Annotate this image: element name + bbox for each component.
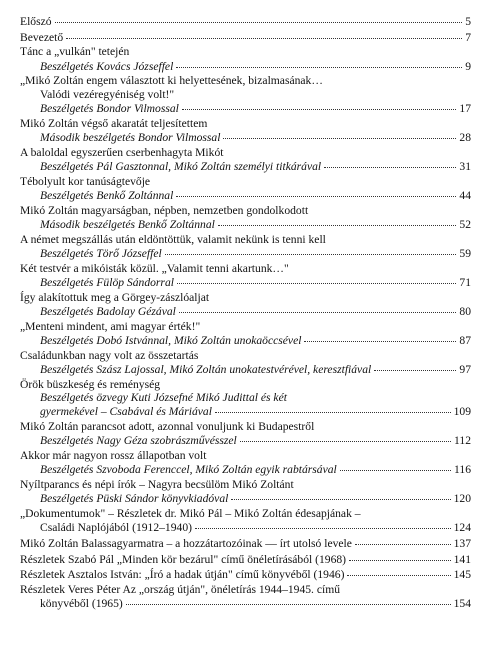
dot-leader [374, 360, 456, 371]
toc-entry-label: Beszélgetés Dobó Istvánnal, Mikó Zoltán unokaöccsével [40, 334, 302, 347]
toc-entry-title: Két testvér a mikóisták közül. „Valamit tenni akartunk…" [20, 261, 289, 275]
toc-entry[interactable] [20, 262, 471, 290]
toc-entry-label: Bevezető [20, 30, 64, 44]
toc-entry[interactable] [20, 204, 471, 232]
toc-entry-row [20, 520, 471, 534]
dot-leader [66, 28, 462, 39]
toc-entry-label: Beszélgetés Kovács Józseffel [40, 59, 174, 73]
toc-entry-row [20, 404, 471, 418]
toc-entry-row [20, 246, 471, 260]
page-number: 52 [459, 218, 471, 231]
dot-leader [176, 186, 456, 197]
toc-entry-row [20, 59, 471, 73]
page-number: 28 [459, 131, 471, 144]
toc-entry-title: A baloldal egyszerűen cserbenhagyta Mikót [20, 145, 224, 159]
toc-entry-label: Beszélgetés Badolay Gézával [40, 305, 176, 318]
page-number: 154 [453, 597, 471, 611]
toc-entry-label: Mikó Zoltán Balassagyarmatra – a hozzátartozóinak — írt utolsó levele [20, 537, 352, 550]
toc-entry[interactable] [20, 507, 471, 535]
toc-entry-title: Mikó Zoltán parancsot adott, azonnal vonuljunk ki Budapestről [20, 420, 315, 433]
page-number: 120 [453, 492, 471, 506]
toc-entry-title: Mikó Zoltán magyarságban, népben, nemzetben gondolkodott [20, 203, 309, 217]
toc-entry-row [20, 14, 471, 28]
toc-entry[interactable] [20, 552, 471, 566]
toc-entry-row [20, 362, 471, 376]
page-number: 87 [459, 334, 471, 347]
toc-entry-title: „Menteni mindent, ami magyar érték!" [20, 319, 201, 333]
toc-entry[interactable] [20, 583, 471, 611]
page-number: 9 [465, 59, 471, 73]
page-number: 7 [465, 30, 471, 44]
toc-entry[interactable] [20, 74, 471, 115]
toc-entry-title: Beszélgetés özvegy Kuti Józsefné Mikó Judittal és két [40, 391, 287, 404]
toc-entry-label: Előszó [20, 15, 52, 28]
toc-entry[interactable] [20, 14, 471, 28]
toc-entry[interactable] [20, 175, 471, 203]
toc-entry-label: Részletek Szabó Pál „Minden kör bezárul" című önéletírásából (1968) [20, 552, 347, 566]
dot-leader [231, 489, 450, 500]
dot-leader [126, 594, 451, 605]
toc-entry[interactable] [20, 478, 471, 506]
toc-entry-label: Részletek Asztalos István: „Író a hadak útján" című könyvéből (1946) [20, 568, 345, 582]
dot-leader [179, 302, 457, 313]
toc-entry-title: Tánc a „vulkán" tetején [20, 45, 130, 59]
toc-entry-label: Beszélgetés Pál Gasztonnal, Mikó Zoltán személyi titkárával [40, 160, 322, 173]
toc-entry-label: Második beszélgetés Benkő Zoltánnal [40, 218, 215, 231]
toc-entry-label: gyermekével – Csabával és Máriával [40, 405, 212, 419]
toc-entry[interactable] [20, 349, 471, 377]
toc-entry-row [20, 30, 471, 44]
toc-entry[interactable] [20, 420, 471, 448]
toc-entry-row [20, 552, 471, 566]
toc-entry-title: „Dokumentumok" – Részletek dr. Mikó Pál – Mikó Zoltán édesapjának – [20, 507, 361, 520]
dot-leader [349, 550, 451, 561]
toc-entry-title: Részletek Veres Péter Az „ország útján", önéletírás 1944–1945. című [20, 582, 341, 596]
toc-entry-row [20, 462, 471, 476]
page-number: 124 [453, 521, 471, 535]
page-number: 112 [454, 434, 471, 448]
toc-entry-row [20, 217, 471, 231]
dot-leader [347, 565, 450, 576]
toc-entry-title: Örök büszkeség és reménység [20, 377, 161, 391]
dot-leader [304, 331, 456, 342]
toc-entry-row [20, 491, 471, 505]
toc-entry-label: Második beszélgetés Bondor Vilmossal [40, 131, 221, 144]
toc-entry-title: A német megszállás után eldöntöttük, valamit nekünk is tenni kell [20, 232, 326, 246]
toc-entry-title: „Mikó Zoltán engem választott ki helyettesének, bizalmasának… [20, 74, 323, 88]
toc-entry-label: Beszélgetés Szász Lajossal, Mikó Zoltán unokatestvérével, keresztfiával [40, 363, 372, 376]
toc-entry-title: Valódi vezéregyéniség volt!" [40, 87, 175, 101]
toc-entry[interactable] [20, 117, 471, 145]
toc-entry[interactable] [20, 567, 471, 581]
dot-leader [182, 99, 457, 110]
toc-entry-label: Beszélgetés Fülöp Sándorral [40, 276, 174, 289]
toc-entry[interactable] [20, 291, 471, 319]
toc-entry-row [20, 567, 471, 581]
toc-entry[interactable] [20, 146, 471, 174]
toc-entry-row [20, 101, 471, 115]
page-number: 17 [459, 102, 471, 115]
toc-entry-title: Nyíltparancs és népi írók – Nagyra becsülöm Mikó Zoltánt [20, 478, 294, 491]
toc-entry[interactable] [20, 536, 471, 550]
toc-entry-row [20, 596, 471, 610]
toc-entry[interactable] [20, 30, 471, 44]
toc-entry-label: Beszélgetés Bondor Vilmossal [40, 102, 179, 115]
dot-leader [240, 431, 451, 442]
toc-entry-row [20, 304, 471, 318]
page-number: 71 [459, 276, 471, 289]
toc-entry-label: Beszélgetés Törő Józseffel [40, 247, 162, 260]
dot-leader [218, 215, 457, 226]
toc-entry-title: Akkor már nagyon rossz állapotban volt [20, 449, 207, 462]
page-number: 141 [453, 552, 471, 566]
toc-entry-label: Családi Naplójából (1912–1940) [40, 521, 192, 535]
toc-entry-title: Családunkban nagy volt az összetartás [20, 348, 199, 362]
toc-entry-row [20, 433, 471, 447]
toc-entry[interactable] [20, 45, 471, 73]
toc-entry[interactable] [20, 320, 471, 348]
toc-entry-title: Így alakítottuk meg a Görgey-zászlóaljat [20, 290, 210, 304]
toc-entry-title: Tébolyult kor tanúságtevője [20, 174, 151, 188]
toc-entry-row [20, 536, 471, 550]
toc-entry-label: Beszélgetés Szvoboda Ferenccel, Mikó Zoltán egyik rabtársával [40, 463, 337, 477]
dot-leader [355, 534, 451, 545]
dot-leader [324, 157, 456, 168]
dot-leader [340, 460, 451, 471]
toc-entry-row [20, 333, 471, 347]
toc-entry-row [20, 188, 471, 202]
toc-entry-label: Beszélgetés Püski Sándor könyvkiadóval [40, 492, 229, 506]
toc-entry[interactable] [20, 233, 471, 261]
page-number: 137 [453, 537, 471, 550]
toc-entry[interactable] [20, 378, 471, 419]
dot-leader [215, 402, 451, 413]
page-number: 80 [459, 305, 471, 318]
dot-leader [165, 244, 457, 255]
dot-leader [177, 273, 456, 284]
dot-leader [195, 518, 451, 529]
toc-entry-row [20, 159, 471, 173]
toc-entry-label: Beszélgetés Nagy Géza szobrászművésszel [40, 434, 237, 448]
toc-entry-row [20, 275, 471, 289]
page-number: 31 [459, 160, 471, 173]
toc-entry[interactable] [20, 449, 471, 477]
page-number: 44 [459, 189, 471, 202]
toc-entry-row [20, 130, 471, 144]
page-number: 145 [453, 568, 471, 582]
page-number: 109 [453, 405, 471, 419]
dot-leader [223, 128, 456, 139]
dot-leader [176, 57, 462, 68]
toc-entry-label: Beszélgetés Benkő Zoltánnal [40, 189, 174, 202]
dot-leader [55, 12, 463, 23]
page-number: 116 [454, 463, 471, 477]
page-number: 5 [465, 15, 471, 28]
page-number: 59 [459, 247, 471, 260]
page-number: 97 [459, 363, 471, 376]
toc-entry-title: Mikó Zoltán végső akaratát teljesítettem [20, 116, 208, 130]
toc-entry-label: könyvéből (1965) [40, 597, 123, 611]
